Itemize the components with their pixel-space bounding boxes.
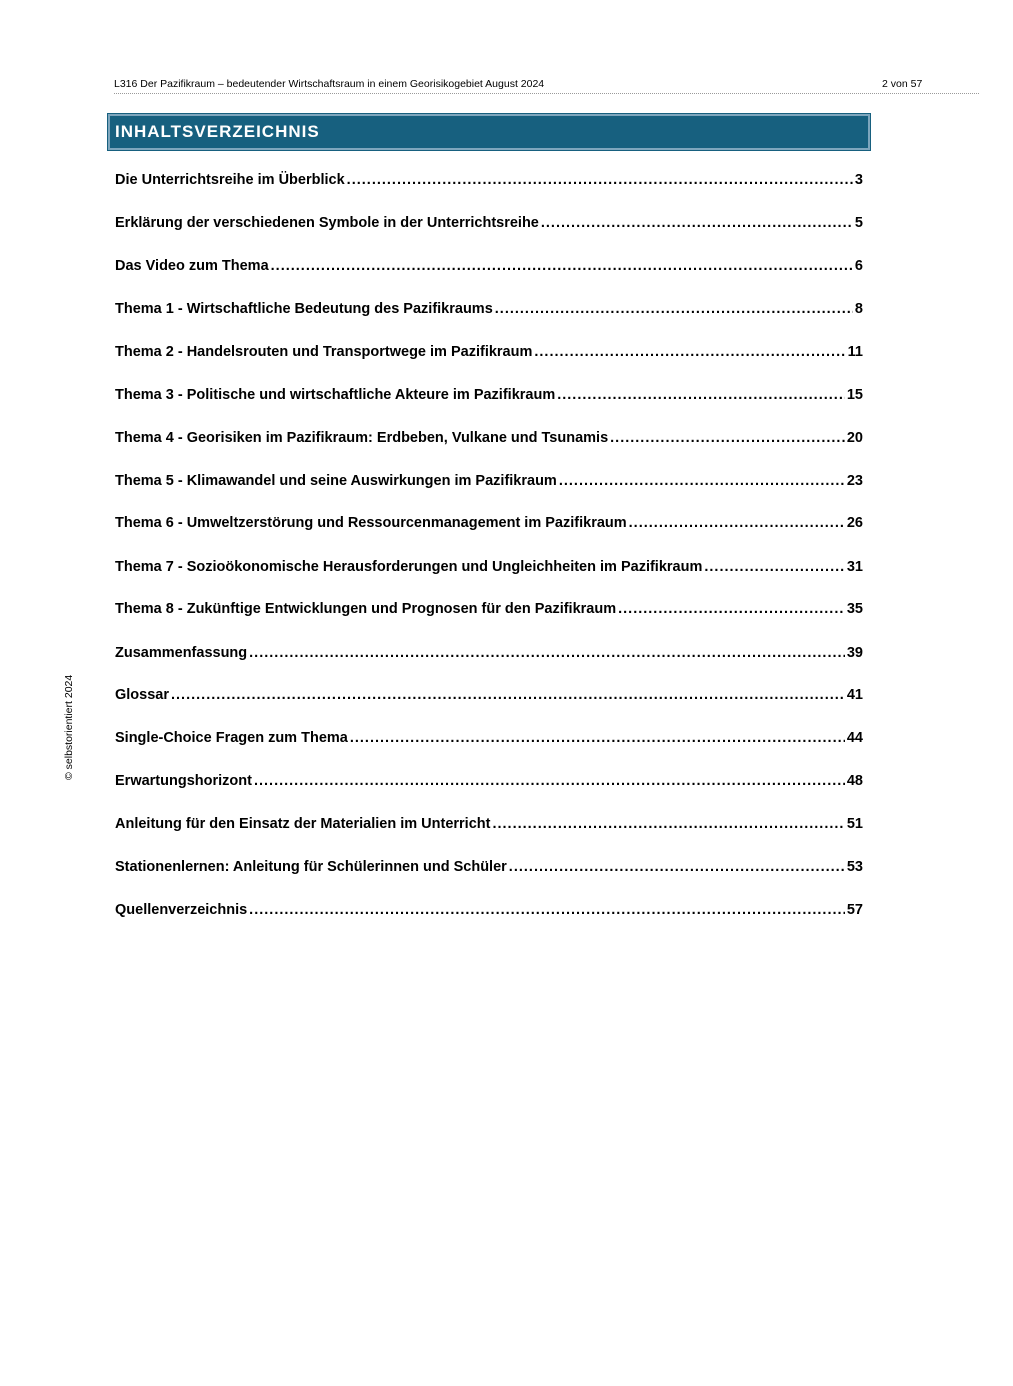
toc-heading: INHALTSVERZEICHNIS bbox=[115, 122, 320, 141]
toc-entry-thema-7[interactable] bbox=[115, 557, 863, 577]
toc-entry-page: 44 bbox=[846, 730, 863, 746]
page-number: 2 von 57 bbox=[882, 78, 923, 90]
dot-leader bbox=[541, 213, 853, 233]
toc-entry-page: 53 bbox=[846, 859, 863, 875]
toc-entry-anleitung[interactable] bbox=[115, 814, 863, 834]
toc-entry-page: 51 bbox=[846, 816, 863, 832]
document-title: L316 Der Pazifikraum – bedeutender Wirtschaftsraum in einem Georisikogebiet August 2024 bbox=[114, 78, 545, 90]
toc-entry-thema-4[interactable] bbox=[115, 428, 863, 448]
toc-entry-title: Die Unterrichtsreihe im Überblick bbox=[115, 172, 345, 188]
toc-entry-page: 26 bbox=[846, 515, 863, 531]
dot-leader bbox=[610, 428, 845, 448]
toc-entry-page: 41 bbox=[846, 687, 863, 703]
dot-leader bbox=[171, 685, 845, 705]
toc-entry-page: 35 bbox=[846, 601, 863, 617]
toc-entry-title: Erklärung der verschiedenen Symbole in der Unterrichtsreihe bbox=[115, 215, 539, 231]
toc-entry-title: Thema 1 - Wirtschaftliche Bedeutung des Pazifikraums bbox=[115, 301, 493, 317]
dot-leader bbox=[509, 857, 845, 877]
toc-entry-stationenlernen[interactable] bbox=[115, 857, 863, 877]
toc-entry-title: Glossar bbox=[115, 687, 169, 703]
toc-entry-page: 5 bbox=[854, 215, 863, 231]
dot-leader bbox=[704, 557, 845, 577]
toc-entry-page: 15 bbox=[846, 387, 863, 403]
toc-entry-video[interactable] bbox=[115, 256, 863, 276]
toc-entry-thema-3[interactable] bbox=[115, 385, 863, 405]
toc-entry-title: Stationenlernen: Anleitung für Schülerinnen und Schüler bbox=[115, 859, 507, 875]
toc-entry-symbole[interactable] bbox=[115, 213, 863, 233]
toc-entry-title: Thema 8 - Zukünftige Entwicklungen und Prognosen für den Pazifikraum bbox=[115, 601, 617, 617]
dot-leader bbox=[249, 643, 845, 663]
dot-leader bbox=[534, 342, 845, 362]
dot-leader bbox=[492, 814, 844, 834]
toc-banner bbox=[108, 114, 870, 150]
toc-entry-thema-5[interactable] bbox=[115, 471, 863, 491]
toc-entry-page: 23 bbox=[846, 473, 863, 489]
toc-entry-quellenverzeichnis[interactable] bbox=[115, 900, 863, 920]
toc-entry-thema-2[interactable] bbox=[115, 342, 863, 362]
dot-leader bbox=[271, 256, 853, 276]
toc-entry-title: Quellenverzeichnis bbox=[115, 902, 248, 918]
toc-entry-thema-6[interactable] bbox=[115, 513, 863, 533]
toc-entry-page: 8 bbox=[854, 301, 863, 317]
dot-leader bbox=[249, 900, 845, 920]
copyright-note: © selbstorientiert 2024 bbox=[63, 674, 75, 780]
toc-entry-title: Thema 6 - Umweltzerstörung und Ressourcenmanagement im Pazifikraum bbox=[115, 515, 627, 531]
toc-entry-title: Thema 7 - Sozioökonomische Herausforderungen und Ungleichheiten im Pazifikraum bbox=[115, 559, 703, 575]
toc-entry-glossar[interactable] bbox=[115, 685, 863, 705]
toc-entry-single-choice[interactable] bbox=[115, 728, 863, 748]
dot-leader bbox=[495, 299, 853, 319]
toc-entry-title: Das Video zum Thema bbox=[115, 258, 269, 274]
dot-leader bbox=[254, 771, 845, 791]
toc-entry-page: 39 bbox=[846, 645, 863, 661]
dot-leader bbox=[618, 599, 845, 619]
toc-entry-page: 57 bbox=[846, 902, 863, 918]
toc-entry-page: 3 bbox=[854, 172, 863, 188]
toc-entry-page: 11 bbox=[847, 344, 863, 360]
page-header bbox=[114, 76, 979, 94]
toc-entry-ueberblick[interactable] bbox=[115, 170, 863, 190]
toc-entry-title: Zusammenfassung bbox=[115, 645, 248, 661]
toc-entry-title: Erwartungshorizont bbox=[115, 773, 252, 789]
toc-entry-zusammenfassung[interactable] bbox=[115, 643, 863, 663]
dot-leader bbox=[557, 385, 845, 405]
dot-leader bbox=[347, 170, 853, 190]
dot-leader bbox=[559, 471, 845, 491]
toc-entry-title: Thema 3 - Politische und wirtschaftliche Akteure im Pazifikraum bbox=[115, 387, 556, 403]
toc-entry-title: Thema 4 - Georisiken im Pazifikraum: Erdbeben, Vulkane und Tsunamis bbox=[115, 430, 609, 446]
toc-entry-page: 31 bbox=[846, 559, 863, 575]
dot-leader bbox=[629, 513, 845, 533]
toc-entry-page: 48 bbox=[846, 773, 863, 789]
toc-entry-page: 6 bbox=[854, 258, 863, 274]
toc-entry-title: Single-Choice Fragen zum Thema bbox=[115, 730, 348, 746]
toc-entry-title: Thema 5 - Klimawandel und seine Auswirkungen im Pazifikraum bbox=[115, 473, 557, 489]
toc-entry-page: 20 bbox=[846, 430, 863, 446]
toc-entry-title: Anleitung für den Einsatz der Materialien im Unterricht bbox=[115, 816, 491, 832]
toc-entry-title: Thema 2 - Handelsrouten und Transportwege im Pazifikraum bbox=[115, 344, 533, 360]
toc-entry-thema-1[interactable] bbox=[115, 299, 863, 319]
toc-entry-erwartungshorizont[interactable] bbox=[115, 771, 863, 791]
dot-leader bbox=[350, 728, 845, 748]
toc-entry-thema-8[interactable] bbox=[115, 599, 863, 619]
